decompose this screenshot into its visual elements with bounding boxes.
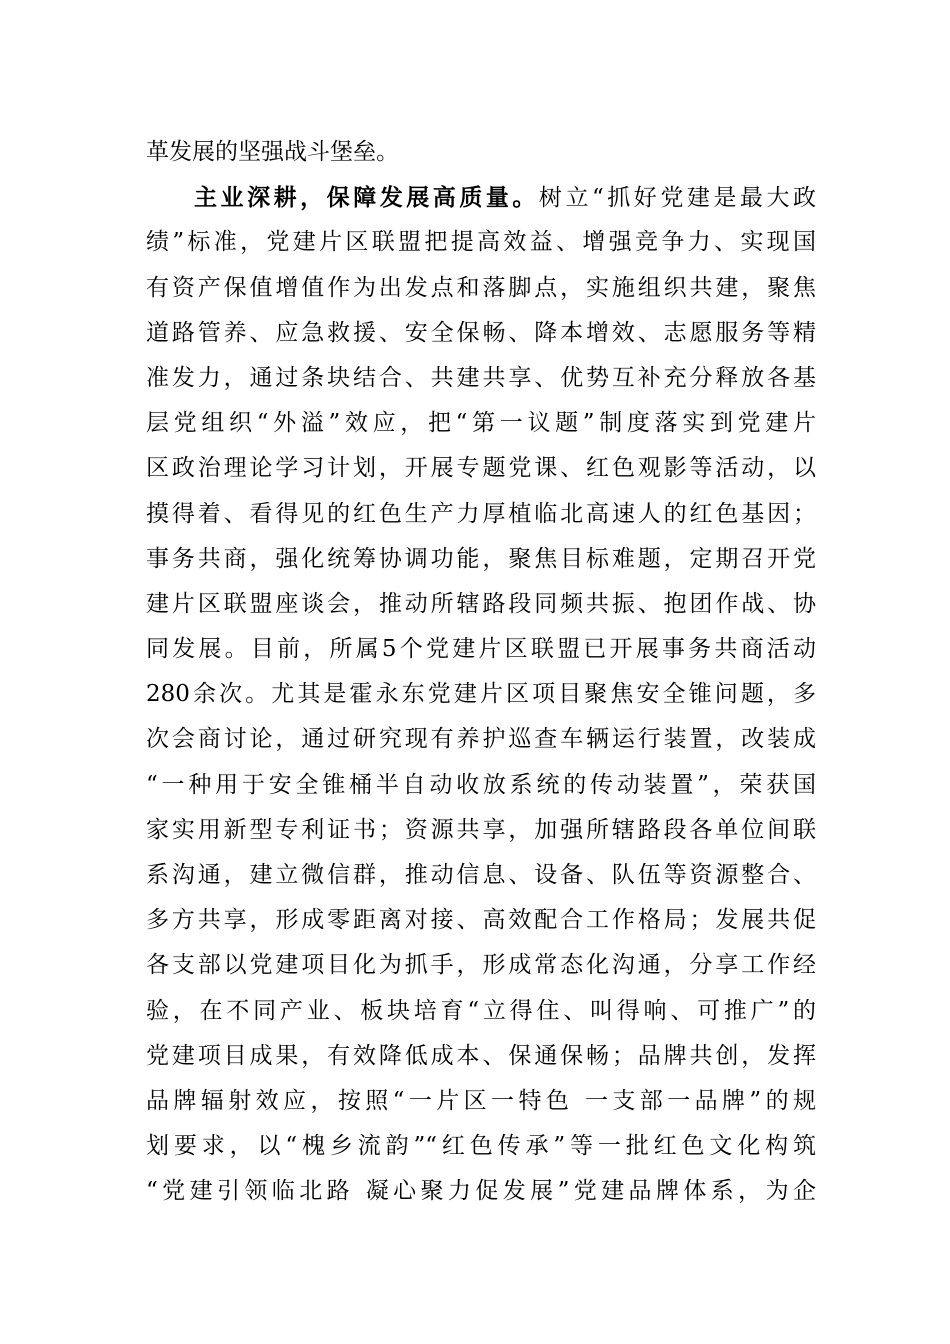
text-line: 家实用新型专利证书；资源共享，加强所辖路段各单位间联 [146,816,816,843]
text-line: 同发展。目前，所属5个党建片区联盟已开展事务共商活动 [146,636,816,663]
text-line: 事务共商，强化统筹协调功能，聚焦目标难题，定期召开党 [146,545,816,572]
text-line: 有资产保值增值作为出发点和落脚点，实施组织共建，聚焦 [146,274,816,301]
text-line: 系沟通，建立微信群，推动信息、设备、队伍等资源整合、 [146,862,816,888]
text-line: 党建项目成果，有效降低成本、保通保畅；品牌共创，发挥 [146,1042,816,1069]
text-line: 建片区联盟座谈会，推动所辖路段同频共振、抱团作战、协 [146,590,816,617]
text-line: 各支部以党建项目化为抓手，形成常态化沟通，分享工作经 [146,952,816,979]
text-line: 道路管养、应急救援、安全保畅、降本增效、志愿服务等精 [146,319,816,346]
body-text [146,130,816,1215]
text-line: 摸得着、看得见的红色生产力厚植临北高速人的红色基因； [146,500,816,527]
text-line: 次会商讨论，通过研究现有养护巡查车辆运行装置，改装成 [146,726,816,753]
text-line: 层党组织“外溢”效应，把“第一议题”制度落实到党建片 [146,410,816,437]
paragraph-heading: 主业深耕，保障发展高质量。 [194,184,539,212]
text-line: 验，在不同产业、板块培育“立得住、叫得响、可推广”的 [146,997,816,1024]
text-line: “一种用于安全锥桶半自动收放系统的传动装置”，荣获国 [146,771,816,798]
text-line: 划要求，以“槐乡流韵”“红色传承”等一批红色文化构筑 [146,1133,816,1160]
text-line: 品牌辐射效应，按照“一片区一特色 一支部一品牌”的规 [146,1087,816,1114]
text-line: 多方共享，形成零距离对接、高效配合工作格局；发展共促 [146,907,816,934]
paragraph-first-line [146,175,816,220]
text-line: 绩”标准，党建片区联盟把提高效益、增强竞争力、实现国 [146,229,816,256]
text-line: 280余次。尤其是霍永东党建片区项目聚焦安全锥问题，多 [146,681,816,708]
text-line: 区政治理论学习计划，开展专题党课、红色观影等活动，以 [146,455,816,482]
text-line-rest: 树立“抓好党建是最大政 [538,185,816,212]
text-line: 革发展的坚强战斗堡垒。 [146,139,399,165]
text-line: 准发力，通过条块结合、共建共享、优势互补充分释放各基 [146,364,816,391]
text-line: “党建引领临北路 凝心聚力促发展”党建品牌体系，为企 [146,1178,816,1205]
